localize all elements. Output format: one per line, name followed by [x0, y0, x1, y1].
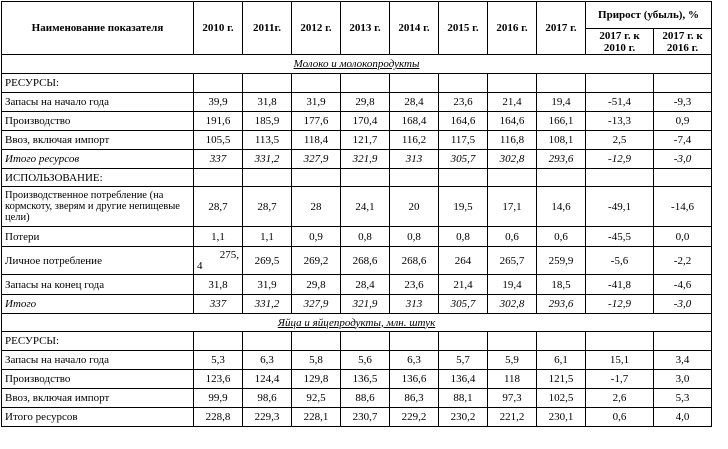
cell: 19,5	[439, 187, 488, 227]
cell: 302,8	[488, 295, 537, 314]
header-row	[2, 2, 712, 29]
row-label: Потери	[2, 227, 194, 247]
cell: -12,9	[586, 295, 654, 314]
cell: 265,7	[488, 247, 537, 275]
cell: 15,1	[586, 351, 654, 370]
cell	[194, 247, 243, 275]
row-label: Личное потребление	[2, 247, 194, 275]
cell: 229,2	[390, 408, 439, 427]
cell: 337	[194, 295, 243, 314]
cell: -3,0	[654, 150, 712, 169]
cell: 98,6	[243, 389, 292, 408]
row-label: Ввоз, включая импорт	[2, 389, 194, 408]
cell: 21,4	[439, 275, 488, 295]
section-title: Яйца и яйцепродукты, млн. штук	[2, 314, 712, 332]
cell: 88,6	[341, 389, 390, 408]
cell: 1,1	[194, 227, 243, 247]
usage-label: ИСПОЛЬЗОВАНИЕ:	[2, 169, 194, 187]
cell: 31,9	[292, 93, 341, 112]
cell: 118,4	[292, 131, 341, 150]
cell: 305,7	[439, 295, 488, 314]
header-year: 2015 г.	[439, 2, 488, 55]
cell: -45,5	[586, 227, 654, 247]
cell: 123,6	[194, 370, 243, 389]
cell: 0,0	[654, 227, 712, 247]
header-growth-col: 2017 г. к 2016 г.	[654, 29, 712, 55]
cell: 0,8	[341, 227, 390, 247]
cell: 228,1	[292, 408, 341, 427]
cell: 331,2	[243, 295, 292, 314]
cell: 29,8	[341, 93, 390, 112]
cell: -41,8	[586, 275, 654, 295]
cell: 164,6	[439, 112, 488, 131]
cell-part: 275,	[219, 248, 239, 261]
cell: 230,2	[439, 408, 488, 427]
cell: 28,7	[243, 187, 292, 227]
cell: 5,8	[292, 351, 341, 370]
cell: 264	[439, 247, 488, 275]
table-row	[2, 389, 712, 408]
header-growth: Прирост (убыль), %	[586, 2, 712, 29]
cell: 28,4	[390, 93, 439, 112]
cell: 228,8	[194, 408, 243, 427]
cell: 102,5	[537, 389, 586, 408]
cell: 18,5	[537, 275, 586, 295]
row-label: Запасы на начало года	[2, 351, 194, 370]
cell: -14,6	[654, 187, 712, 227]
cell: -5,6	[586, 247, 654, 275]
cell: 20	[390, 187, 439, 227]
cell: 259,9	[537, 247, 586, 275]
cell: 0,6	[586, 408, 654, 427]
cell: 113,5	[243, 131, 292, 150]
cell: 0,8	[439, 227, 488, 247]
cell: 31,9	[243, 275, 292, 295]
cell: 6,3	[390, 351, 439, 370]
balance-table	[1, 1, 712, 427]
cell: 168,4	[390, 112, 439, 131]
cell: -1,7	[586, 370, 654, 389]
row-label: Ввоз, включая импорт	[2, 131, 194, 150]
cell: 268,6	[390, 247, 439, 275]
cell: 28	[292, 187, 341, 227]
row-label: Производство	[2, 112, 194, 131]
row-label: Итого ресурсов	[2, 150, 194, 169]
cell: 6,1	[537, 351, 586, 370]
cell: 29,8	[292, 275, 341, 295]
header-year: 2014 г.	[390, 2, 439, 55]
resources-label: РЕСУРСЫ:	[2, 74, 194, 93]
cell: 229,3	[243, 408, 292, 427]
cell: 177,6	[292, 112, 341, 131]
cell: 0,8	[390, 227, 439, 247]
cell: 321,9	[341, 150, 390, 169]
cell: 2,5	[586, 131, 654, 150]
cell: 136,6	[390, 370, 439, 389]
table-row	[2, 131, 712, 150]
cell: 313	[390, 150, 439, 169]
header-name: Наименование показателя	[2, 2, 194, 55]
cell: 1,1	[243, 227, 292, 247]
cell: 31,8	[243, 93, 292, 112]
cell: -3,0	[654, 295, 712, 314]
cell: 0,9	[654, 112, 712, 131]
cell: 321,9	[341, 295, 390, 314]
cell: 121,5	[537, 370, 586, 389]
cell: 92,5	[292, 389, 341, 408]
cell: 221,2	[488, 408, 537, 427]
cell: 23,6	[390, 275, 439, 295]
table-row	[2, 275, 712, 295]
header-year: 2011г.	[243, 2, 292, 55]
cell: -7,4	[654, 131, 712, 150]
cell: 17,1	[488, 187, 537, 227]
cell: 3,0	[654, 370, 712, 389]
cell: 327,9	[292, 295, 341, 314]
row-label: Производство	[2, 370, 194, 389]
cell: 121,7	[341, 131, 390, 150]
cell: 3,4	[654, 351, 712, 370]
cell: 331,2	[243, 150, 292, 169]
cell: 28,7	[194, 187, 243, 227]
table-row	[2, 227, 712, 247]
cell: 117,5	[439, 131, 488, 150]
header-year: 2012 г.	[292, 2, 341, 55]
cell: 24,1	[341, 187, 390, 227]
cell: 164,6	[488, 112, 537, 131]
cell: -12,9	[586, 150, 654, 169]
cell: 14,6	[537, 187, 586, 227]
cell: 28,4	[341, 275, 390, 295]
total-row	[2, 150, 712, 169]
cell: 185,9	[243, 112, 292, 131]
table-row	[2, 351, 712, 370]
cell: 108,1	[537, 131, 586, 150]
cell: -13,3	[586, 112, 654, 131]
cell: 166,1	[537, 112, 586, 131]
header-year: 2013 г.	[341, 2, 390, 55]
cell: 88,1	[439, 389, 488, 408]
cell-part: 4	[197, 259, 203, 272]
row-label: Итого	[2, 295, 194, 314]
table-row	[2, 112, 712, 131]
total-row	[2, 408, 712, 427]
cell: 269,5	[243, 247, 292, 275]
cell: 230,7	[341, 408, 390, 427]
cell: -9,3	[654, 93, 712, 112]
cell: 39,9	[194, 93, 243, 112]
cell: 191,6	[194, 112, 243, 131]
cell: 23,6	[439, 93, 488, 112]
cell: 116,8	[488, 131, 537, 150]
cell: 0,6	[537, 227, 586, 247]
cell: 5,3	[194, 351, 243, 370]
table-row	[2, 93, 712, 112]
cell: 19,4	[488, 275, 537, 295]
header-year: 2010 г.	[194, 2, 243, 55]
row-label: Производственное потребление (на кормскоту, зверям и другие непищевые цели)	[2, 187, 194, 227]
cell: 116,2	[390, 131, 439, 150]
cell: 124,4	[243, 370, 292, 389]
header-year: 2017 г.	[537, 2, 586, 55]
cell: 86,3	[390, 389, 439, 408]
cell: 99,9	[194, 389, 243, 408]
header-growth-col: 2017 г. к 2010 г.	[586, 29, 654, 55]
cell: 170,4	[341, 112, 390, 131]
cell: 97,3	[488, 389, 537, 408]
cell: 5,6	[341, 351, 390, 370]
cell: 5,7	[439, 351, 488, 370]
section-title: Молоко и молокопродукты	[2, 55, 712, 74]
cell: 136,5	[341, 370, 390, 389]
total-row	[2, 295, 712, 314]
cell: 327,9	[292, 150, 341, 169]
cell: 0,6	[488, 227, 537, 247]
resources-label: РЕСУРСЫ:	[2, 332, 194, 351]
row-label: Итого ресурсов	[2, 408, 194, 427]
cell: 5,9	[488, 351, 537, 370]
cell: 337	[194, 150, 243, 169]
cell: 268,6	[341, 247, 390, 275]
cell: -4,6	[654, 275, 712, 295]
table-row	[2, 187, 712, 227]
table-row	[2, 247, 712, 275]
cell: 230,1	[537, 408, 586, 427]
cell: -51,4	[586, 93, 654, 112]
cell: 21,4	[488, 93, 537, 112]
cell: 31,8	[194, 275, 243, 295]
cell: 129,8	[292, 370, 341, 389]
row-label: Запасы на конец года	[2, 275, 194, 295]
cell: 293,6	[537, 295, 586, 314]
cell: -49,1	[586, 187, 654, 227]
cell: 118	[488, 370, 537, 389]
cell: 105,5	[194, 131, 243, 150]
header-year: 2016 г.	[488, 2, 537, 55]
cell: 4,0	[654, 408, 712, 427]
cell: -2,2	[654, 247, 712, 275]
row-label: Запасы на начало года	[2, 93, 194, 112]
cell: 6,3	[243, 351, 292, 370]
cell: 5,3	[654, 389, 712, 408]
cell: 19,4	[537, 93, 586, 112]
cell: 305,7	[439, 150, 488, 169]
cell: 313	[390, 295, 439, 314]
cell: 2,6	[586, 389, 654, 408]
cell: 302,8	[488, 150, 537, 169]
cell: 0,9	[292, 227, 341, 247]
table-row	[2, 370, 712, 389]
cell: 269,2	[292, 247, 341, 275]
cell: 293,6	[537, 150, 586, 169]
cell: 136,4	[439, 370, 488, 389]
